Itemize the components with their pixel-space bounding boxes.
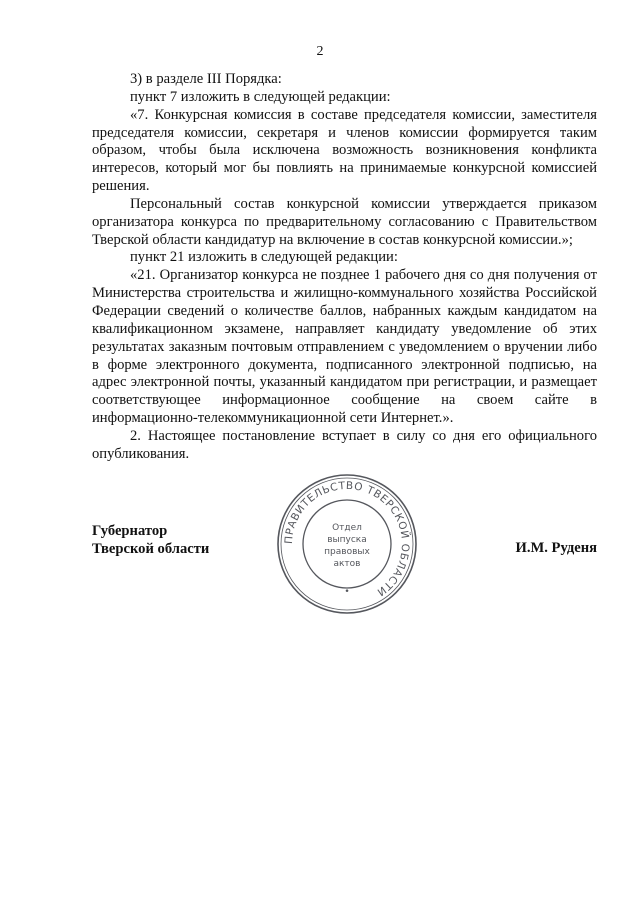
signature-title — [92, 522, 209, 558]
paragraph-item21-text: «21. Организатор конкурса не позднее 1 рабочего дня со дня получения от Министерства строительства и жилищно-коммунального хозяйства Российской Федерации сведений о количестве баллов, набранных каждым кандидатом на квалификационном экзамене, направляет кандидату уведомление об этих результатах заказным почтовым отправлением с уведомлением о вручении либо в форме электронного документа, подписанного электронной подписью, на адрес электронной почты, указанный кандидатом при регистрации, и размещает соответствующее информационное сообщение на своем сайте в информационно-телекоммуникационной сети Интернет.». — [92, 267, 597, 427]
seal-center-line-1: Отдел — [332, 523, 362, 533]
official-seal — [276, 473, 418, 615]
seal-center-line-2: выпуска — [327, 535, 367, 545]
seal-center-line-4: актов — [333, 559, 361, 569]
paragraph-item7-text: «7. Конкурсная комиссия в составе председателя комиссии, заместителя председателя комиссии, секретаря и членов комиссии формируется таким образом, чтобы была исключена возможность возникновения конфликта интересов, который мог бы повлиять на принимаемые конкурсной комиссией решения. — [92, 106, 597, 195]
signature-title-line2: Тверской области — [92, 541, 210, 557]
signature-title-line1: Губернатор — [92, 523, 168, 539]
paragraph-effective-date: 2. Настоящее постановление вступает в силу со дня его официального опубликования. — [92, 427, 597, 462]
paragraph-section-heading: 3) в разделе III Порядка: — [130, 71, 282, 87]
page-number: 2 — [316, 44, 324, 59]
seal-dot-mark: • — [344, 587, 350, 597]
signature-name: И.М. Руденя — [515, 540, 597, 556]
paragraph-commission-composition: Персональный состав конкурсной комиссии утверждается приказом организатора конкурса по предварительному согласованию с Правительством Тверской области кандидатур на включение в состав конкурсной комиссии.»; — [92, 195, 597, 248]
seal-ring-textpath: ПРАВИТЕЛЬСТВО ТВЕРСКОЙ ОБЛАСТИ — [282, 479, 412, 599]
document-body — [92, 71, 597, 464]
seal-graphic — [276, 473, 418, 615]
paragraph-item7-intro: пункт 7 изложить в следующей редакции: — [130, 88, 391, 105]
paragraph-item21-intro: пункт 21 изложить в следующей редакции: — [130, 249, 398, 266]
seal-center-line-3: правовых — [324, 547, 370, 557]
